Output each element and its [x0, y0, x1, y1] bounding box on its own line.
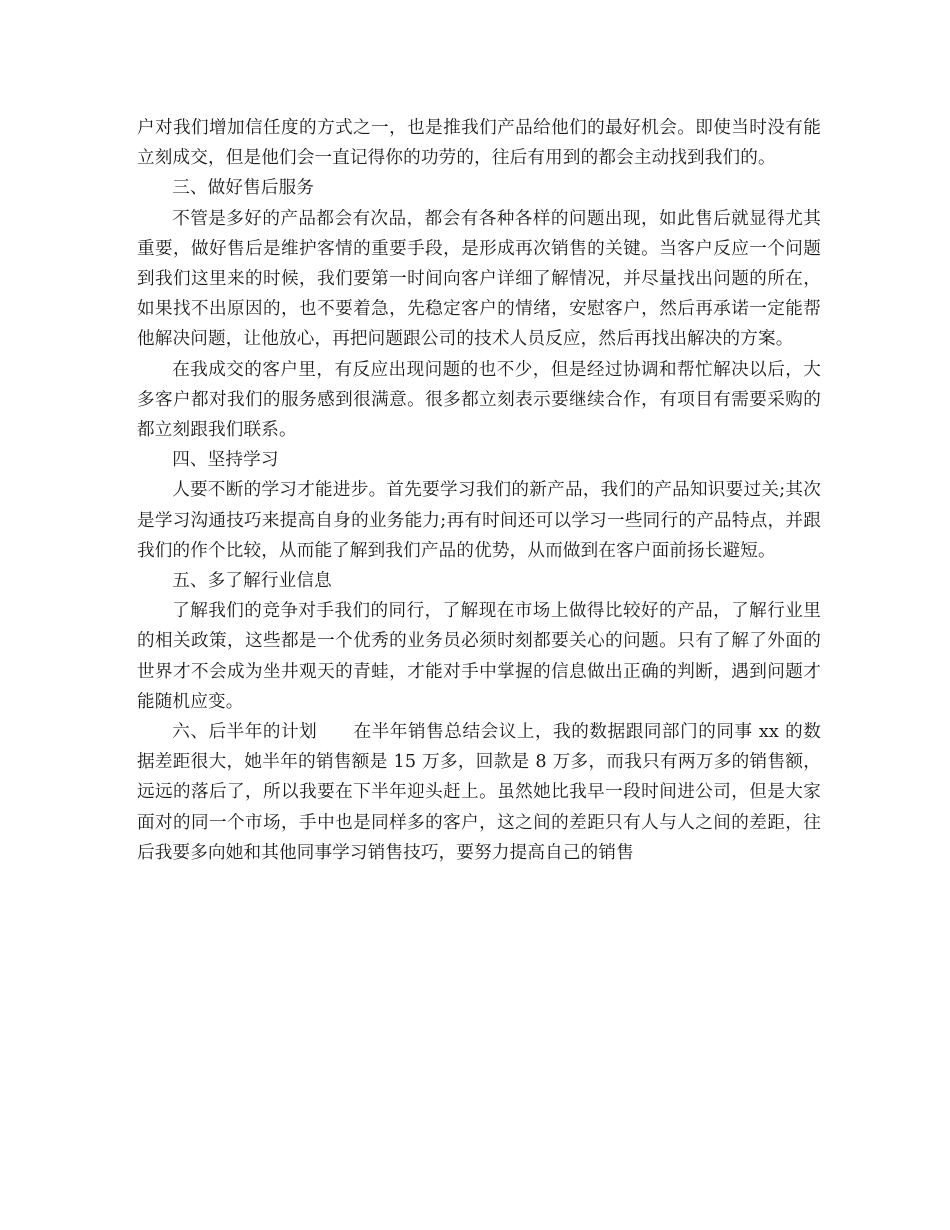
document-body: [137, 113, 821, 868]
paragraph-second-half-plan: 六、后半年的计划 在半年销售总结会议上，我的数据跟同部门的同事 xx 的数据差距很大，她半年的销售额是 15 万多，回款是 8 万多，而我只有两万多的销售额，远远的落后了，所以我要在下半年迎头赶上。虽然她比我早一段时间进公司，但是大家面对的同一个市场，手中也是同样多的客户，这之间的差距只有人与人之间的差距，往后我要多向她和其他同事学习销售技巧，要努力提高自己的销售: [137, 722, 821, 863]
paragraph-continuation: 户对我们增加信任度的方式之一，也是推我们产品给他们的最好机会。即使当时没有能立刻成交，但是他们会一直记得你的功劳的，往后有用到的都会主动找到我们的。: [137, 118, 821, 169]
paragraph-industry-info: 了解我们的竞争对手我们的同行，了解现在市场上做得比较好的产品，了解行业里的相关政策，这些都是一个优秀的业务员必须时刻都要关心的问题。只有了解了外面的世界才不会成为坐井观天的青蛙，才能对手中掌握的信息做出正确的判断，遇到问题才能随机应变。: [137, 601, 821, 712]
heading-industry-info: 五、多了解行业信息: [172, 571, 332, 592]
paragraph-customer-feedback: 在我成交的客户里，有反应出现问题的也不少，但是经过协调和帮忙解决以后，大多客户都对我们的服务感到很满意。很多都立刻表示要继续合作，有项目有需要采购的都立刻跟我们联系。: [137, 359, 821, 441]
heading-keep-learning: 四、坚持学习: [172, 450, 279, 471]
paragraph-learning: 人要不断的学习才能进步。首先要学习我们的新产品，我们的产品知识要过关;其次是学习沟通技巧来提高自身的业务能力;再有时间还可以学习一些同行的产品特点，并跟我们的作个比较，从而能了解到我们产品的优势，从而做到在客户面前扬长避短。: [137, 480, 821, 561]
paragraph-after-sales: 不管是多好的产品都会有次品，都会有各种各样的问题出现，如此售后就显得尤其重要，做好售后是维护客情的重要手段，是形成再次销售的关键。当客户反应一个问题到我们这里来的时候，我们要第一时间向客户详细了解情况，并尽量找出问题的所在，如果找不出原因的，也不要着急，先稳定客户的情绪，安慰客户，然后再承诺一定能帮他解决问题，让他放心，再把问题跟公司的技术人员反应，然后再找出解决的方案。: [137, 208, 821, 350]
heading-after-sales-service: 三、做好售后服务: [172, 178, 315, 199]
